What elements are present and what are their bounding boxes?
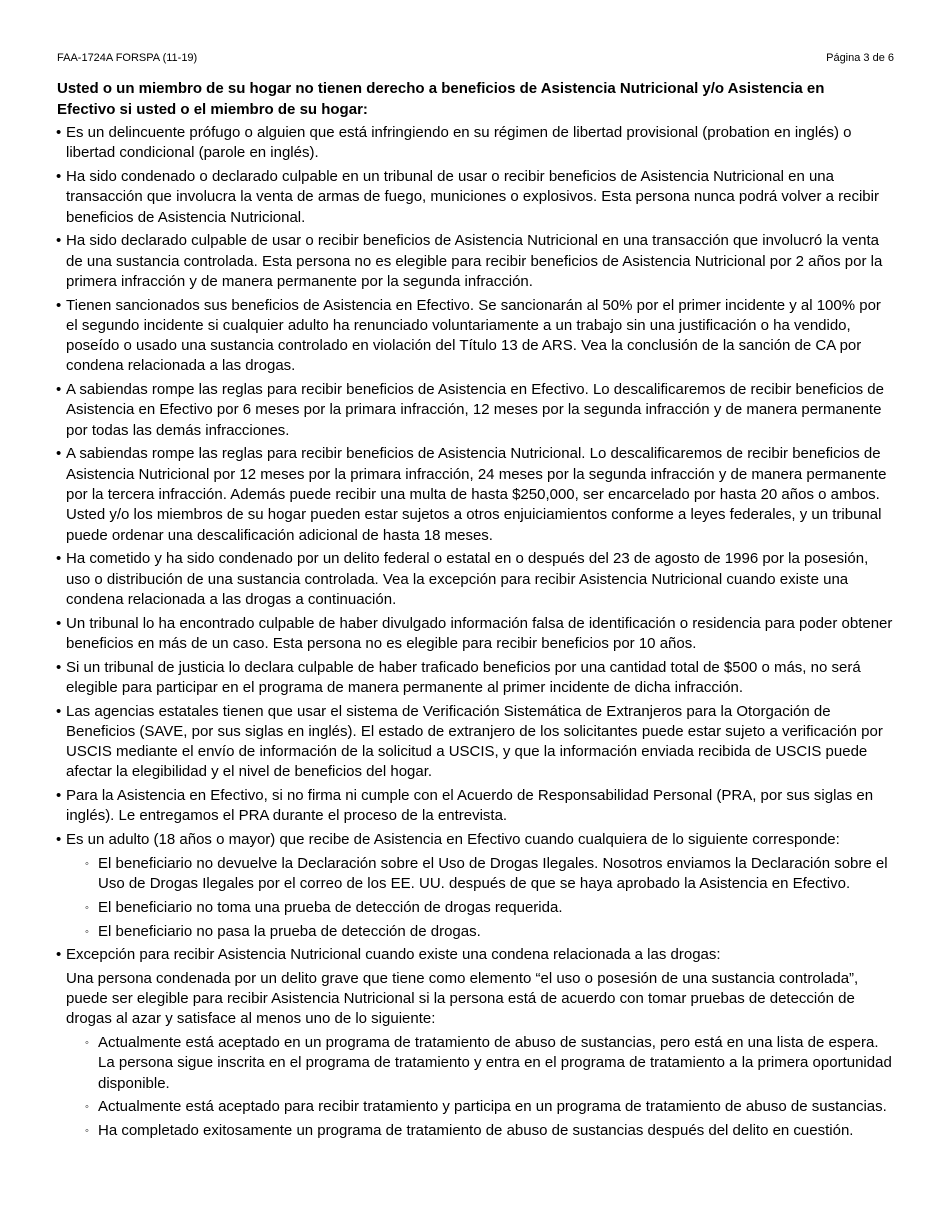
sublist-item: ◦ El beneficiario no devuelve la Declaración sobre el Uso de Drogas Ilegales. Nosotros enviamos la Declaración sobre el Uso de Drogas Ilegales por el correo de los EE. UU. después de que se haya aprobado la Asistencia en Efectivo. — [66, 854, 896, 895]
list-item: • Es un delincuente prófugo o alguien que está infringiendo en su régimen de libertad provisional (probation en inglés) o libertad condicional (parole en inglés). — [56, 123, 896, 164]
section-heading: Usted o un miembro de su hogar no tienen derecho a beneficios de Asistencia Nutricional y/o Asistencia en Efectivo si usted o el miembro de su hogar: — [57, 80, 825, 118]
ineligibility-list — [56, 123, 896, 1145]
list-item: • Ha sido declarado culpable de usar o recibir beneficios de Asistencia Nutricional en una transacción que involucró la venta de una sustancia controlada. Esta persona no es elegible para recibir beneficios de Asistencia Nutricional por 2 años por la primera infracción y de manera permanente por la segunda infracción. — [56, 231, 896, 292]
list-item: • Un tribunal lo ha encontrado culpable de haber divulgado información falsa de identificación o residencia para poder obtener beneficios en más de un caso. Esta persona no es elegible para recibir beneficios por 10 años. — [56, 614, 896, 655]
sublist-item: ◦ Actualmente está aceptado en un programa de tratamiento de abuso de sustancias, pero está en una lista de espera. La persona sigue inscrita en el programa de tratamiento y entra en el programa de tratamiento a la primera oportunidad disponible. — [66, 1033, 896, 1094]
list-item: • Ha sido condenado o declarado culpable en un tribunal de usar o recibir beneficios de Asistencia Nutricional en una transacción que involucra la venta de armas de fuego, municiones o explosivos. Esta persona nunca podrá volver a recibir beneficios de Asistencia Nutricional. — [56, 167, 896, 228]
list-item: • A sabiendas rompe las reglas para recibir beneficios de Asistencia en Efectivo. Lo descalificaremos de recibir beneficios de Asistencia en Efectivo por 6 meses por la primara infracción, 12 meses por la segunda infracción y de manera permanente por todas las demás infracciones. — [56, 380, 896, 441]
exception-item-text: Excepción para recibir Asistencia Nutricional cuando existe una condena relacionada a las drogas: — [66, 946, 721, 964]
form-id: FAA-1724A FORSPA (11-19) — [57, 52, 198, 64]
list-item: • Para la Asistencia en Efectivo, si no firma ni cumple con el Acuerdo de Responsabilidad Personal (PRA, por sus siglas en inglés). Le entregamos el PRA durante el proceso de la entrevista. — [56, 786, 896, 827]
sublist-item: ◦ Actualmente está aceptado para recibir tratamiento y participa en un programa de tratamiento de abuso de sustancias. — [66, 1097, 896, 1117]
list-item: • Si un tribunal de justicia lo declara culpable de haber traficado beneficios por una cantidad total de $500 o más, no será elegible para participar en el programa de manera permanente al primer incidente de dicha infracción. — [56, 658, 896, 699]
sublist-item: ◦ El beneficiario no toma una prueba de detección de drogas requerida. — [66, 898, 896, 918]
page-number: Página 3 de 6 — [826, 52, 894, 64]
adult-sublist — [66, 854, 896, 942]
list-item-exception — [56, 945, 896, 1141]
list-item: • A sabiendas rompe las reglas para recibir beneficios de Asistencia Nutricional. Lo descalificaremos de recibir beneficios de Asistencia Nutricional por 12 meses por la primara infracción, 24 meses por la segunda infracción y de manera permanente por la tercera infracción. Además puede recibir una multa de hasta $250,000, ser encarcelado por hasta 20 años o ambos. Usted y/o los miembros de su hogar pueden estar sujetos a otros enjuiciamientos conforme a leyes federales, y un tribunal puede ordenar una descalificación adicional de hasta 18 meses. — [56, 444, 896, 545]
list-item: • Ha cometido y ha sido condenado por un delito federal o estatal en o después del 23 de agosto de 1996 por la posesión, uso o distribución de una sustancia controlada. Vea la excepción para recibir Asistencia Nutricional cuando existe una condena relacionada a las drogas a continuación. — [56, 549, 896, 610]
sublist-item: ◦ El beneficiario no pasa la prueba de detección de drogas. — [66, 922, 896, 942]
exception-paragraph: Una persona condenada por un delito grave que tiene como elemento “el uso o posesión de una sustancia controlada”, puede ser elegible para recibir Asistencia Nutricional si la persona está de acuerdo con tomar pruebas de detección de drogas al azar y satisface al menos uno de lo siguiente: — [66, 969, 859, 1028]
list-item: • Las agencias estatales tienen que usar el sistema de Verificación Sistemática de Extranjeros para la Otorgación de Beneficios (SAVE, por sus siglas en inglés). El estado de extranjero de los solicitantes puede estar sujeto a verificación por USCIS mediante el envío de información de la solicitud a USCIS, y que la información enviada recibida de USCIS puede afectar la elegibilidad y el nivel de beneficios del hogar. — [56, 702, 896, 783]
adult-item-text: Es un adulto (18 años o mayor) que recibe de Asistencia en Efectivo cuando cualquiera de lo siguiente corresponde: — [66, 831, 840, 849]
sublist-item: ◦ Ha completado exitosamente un programa de tratamiento de abuso de sustancias después del delito en cuestión. — [66, 1121, 896, 1141]
exception-sublist — [66, 1033, 896, 1141]
list-item-adult — [56, 830, 896, 942]
list-item: • Tienen sancionados sus beneficios de Asistencia en Efectivo. Se sancionarán al 50% por el primer incidente y al 100% por el segundo incidente si cualquier adulto ha renunciado voluntariamente a un trabajo sin una justificación o ha vendido, poseído o usado una sustancia controlado en violación del Título 13 de ARS. Vea la conclusión de la sanción de CA por condena relacionada a las drogas. — [56, 296, 896, 377]
